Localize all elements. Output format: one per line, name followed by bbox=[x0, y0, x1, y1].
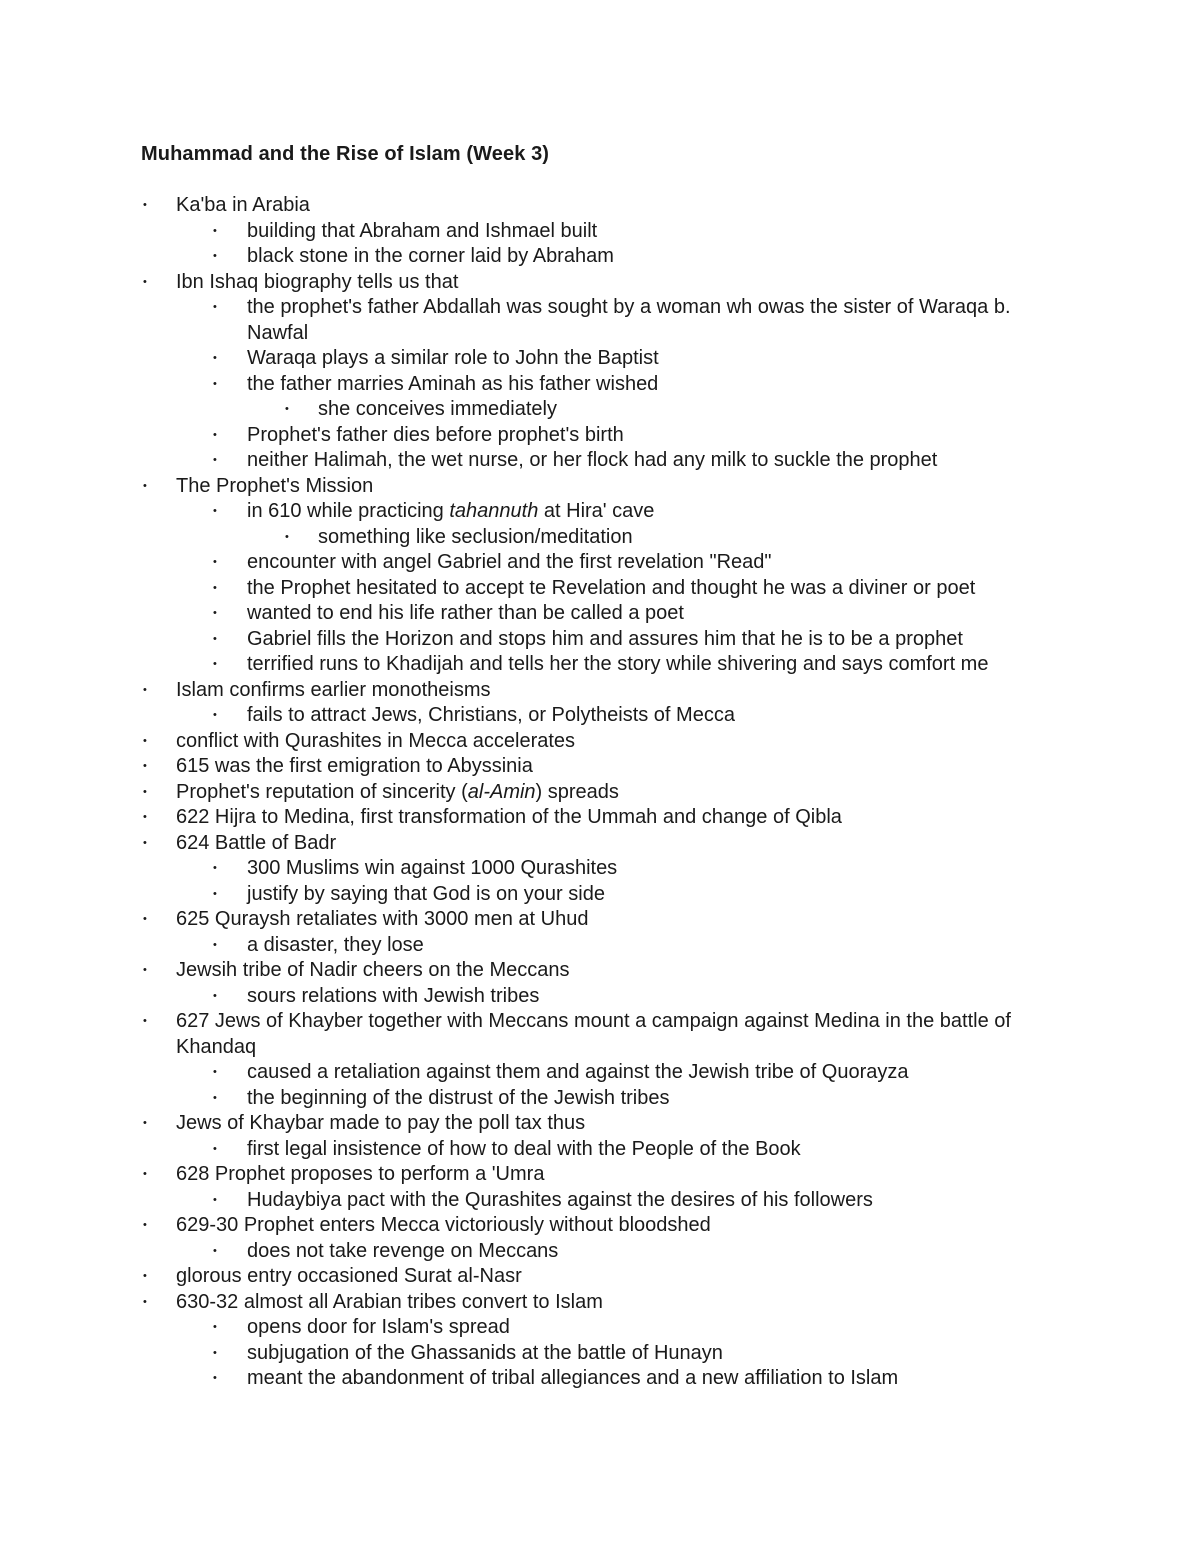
bullet-icon: • bbox=[213, 658, 217, 670]
outline-item-level-2 bbox=[0, 295, 1200, 346]
outline-item-level-2 bbox=[0, 882, 1200, 908]
outline-item-text: 625 Quraysh retaliates with 3000 men at Uhud bbox=[176, 908, 589, 930]
bullet-icon: • bbox=[213, 377, 217, 390]
outline-item-level-2 bbox=[0, 627, 1200, 653]
bullet-icon: • bbox=[143, 760, 147, 772]
outline-item-level-1 bbox=[0, 193, 1200, 219]
bullet-icon: • bbox=[213, 632, 217, 645]
bullet-icon: • bbox=[143, 811, 147, 823]
outline-item-text: conflict with Qurashites in Mecca accelerates bbox=[176, 729, 576, 752]
bullet-icon: • bbox=[213, 301, 217, 313]
outline-item-level-2 bbox=[0, 1315, 1200, 1341]
outline-item-level-1 bbox=[0, 1213, 1200, 1239]
outline-item-level-2 bbox=[0, 1188, 1200, 1214]
outline-item-text: 629-30 Prophet enters Mecca victoriously without bloodshed bbox=[176, 1214, 711, 1236]
outline-item-text: fails to attract Jews, Christians, or Polytheists of Mecca bbox=[247, 704, 735, 726]
italic-term: tahannuth bbox=[449, 500, 539, 522]
outline-item-text bbox=[176, 780, 1056, 806]
outline-item-level-1 bbox=[0, 958, 1200, 984]
outline-item-level-2 bbox=[0, 1086, 1200, 1112]
outline-item-level-1 bbox=[0, 270, 1200, 296]
bullet-icon: • bbox=[143, 785, 147, 798]
bullet-icon: • bbox=[213, 428, 217, 441]
bullet-icon: • bbox=[213, 607, 217, 619]
outline-item-text: Jews of Khaybar made to pay the poll tax thus bbox=[176, 1112, 586, 1134]
outline-item-text: 624 Battle of Badr bbox=[176, 831, 337, 854]
outline-item-text: terrified runs to Khadijah and tells her the story while shivering and says comfort me bbox=[247, 653, 989, 675]
bullet-icon: • bbox=[213, 581, 217, 594]
bullet-icon: • bbox=[213, 709, 217, 721]
outline-item-level-2 bbox=[0, 1060, 1200, 1086]
outline-item-text: Ibn Ishaq biography tells us that bbox=[176, 270, 459, 293]
outline-item-level-1 bbox=[0, 805, 1200, 831]
bullet-icon: • bbox=[213, 454, 217, 466]
outline-item-text: black stone in the corner laid by Abraham bbox=[247, 245, 614, 267]
bullet-icon: • bbox=[143, 1015, 147, 1027]
outline-item-level-1 bbox=[0, 1264, 1200, 1290]
bullet-icon: • bbox=[213, 1346, 217, 1359]
outline-item-level-2 bbox=[0, 933, 1200, 959]
outline-item-text: The Prophet's Mission bbox=[176, 474, 374, 497]
outline-item-text: something like seclusion/meditation bbox=[318, 525, 633, 548]
outline-item-level-2 bbox=[0, 1239, 1200, 1265]
outline-item-text: she conceives immediately bbox=[318, 398, 557, 420]
bullet-icon: • bbox=[143, 964, 147, 976]
bullet-icon: • bbox=[143, 836, 147, 849]
outline-item-text: the Prophet hesitated to accept te Revelation and thought he was a diviner or poet bbox=[247, 576, 976, 599]
bullet-icon: • bbox=[213, 250, 217, 262]
bullet-icon: • bbox=[143, 1168, 147, 1180]
outline-item-level-2 bbox=[0, 423, 1200, 449]
text-segment: Prophet's reputation of sincerity ( bbox=[176, 780, 468, 803]
outline-item-level-2 bbox=[0, 601, 1200, 627]
bullet-icon: • bbox=[213, 1321, 217, 1333]
outline-item-level-2 bbox=[0, 499, 1200, 525]
outline-item-level-3 bbox=[0, 525, 1200, 551]
outline-item-level-1 bbox=[0, 474, 1200, 500]
bullet-icon: • bbox=[213, 556, 217, 568]
bullet-icon: • bbox=[143, 199, 147, 211]
outline-item-text: Prophet's father dies before prophet's birth bbox=[247, 423, 624, 446]
outline-item-level-1 bbox=[0, 831, 1200, 857]
bullet-icon: • bbox=[143, 1295, 147, 1308]
outline-item-text bbox=[247, 499, 1057, 525]
bullet-icon: • bbox=[213, 1066, 217, 1078]
page-title: Muhammad and the Rise of Islam (Week 3) bbox=[141, 143, 550, 165]
text-segment: at Hira' cave bbox=[538, 500, 655, 522]
bullet-icon: • bbox=[213, 1244, 217, 1257]
outline-item-level-2 bbox=[0, 652, 1200, 678]
bullet-icon: • bbox=[213, 989, 217, 1002]
outline-item-text: 300 Muslims win against 1000 Qurashites bbox=[247, 857, 618, 879]
outline-item-level-2 bbox=[0, 1341, 1200, 1367]
outline-item-text: 630-32 almost all Arabian tribes convert to Islam bbox=[176, 1290, 603, 1313]
bullet-icon: • bbox=[285, 530, 289, 543]
outline-item-text: opens door for Islam's spread bbox=[247, 1316, 510, 1338]
bullet-icon: • bbox=[285, 403, 289, 415]
bullet-icon: • bbox=[213, 352, 217, 364]
outline-item-level-1 bbox=[0, 678, 1200, 704]
outline-item-text: neither Halimah, the wet nurse, or her flock had any milk to suckle the prophet bbox=[247, 449, 938, 471]
bullet-icon: • bbox=[143, 683, 147, 696]
italic-term: al-Amin bbox=[467, 780, 536, 803]
outline-item-text: wanted to end his life rather than be called a poet bbox=[247, 602, 684, 624]
bullet-icon: • bbox=[213, 938, 217, 951]
outline-item-level-2 bbox=[0, 856, 1200, 882]
outline-item-text: 627 Jews of Khayber together with Meccans mount a campaign against Medina in the battle of Khandaq bbox=[176, 1010, 1011, 1058]
outline-item-text: Gabriel fills the Horizon and stops him and assures him that he is to be a prophet bbox=[247, 627, 963, 650]
bullet-icon: • bbox=[213, 1091, 217, 1104]
outline-item-level-1 bbox=[0, 1009, 1200, 1060]
bullet-icon: • bbox=[143, 1117, 147, 1129]
bullet-icon: • bbox=[213, 505, 217, 517]
outline-item-text: Jewsih tribe of Nadir cheers on the Meccans bbox=[176, 959, 570, 981]
outline-item-level-2 bbox=[0, 576, 1200, 602]
bullet-icon: • bbox=[143, 1270, 147, 1282]
bullet-icon: • bbox=[213, 1372, 217, 1384]
outline-item-level-1 bbox=[0, 780, 1200, 806]
outline-item-level-1 bbox=[0, 754, 1200, 780]
outline-item-level-2 bbox=[0, 703, 1200, 729]
outline-item-level-1 bbox=[0, 907, 1200, 933]
outline-item-level-2 bbox=[0, 448, 1200, 474]
outline-item-text: 628 Prophet proposes to perform a 'Umra bbox=[176, 1163, 545, 1185]
outline-item-text: the father marries Aminah as his father wished bbox=[247, 372, 659, 395]
outline-item-level-1 bbox=[0, 729, 1200, 755]
bullet-icon: • bbox=[213, 1142, 217, 1155]
outline-item-level-1 bbox=[0, 1290, 1200, 1316]
outline-item-level-2 bbox=[0, 244, 1200, 270]
outline-item-text: first legal insistence of how to deal with the People of the Book bbox=[247, 1137, 801, 1160]
outline-item-text: the beginning of the distrust of the Jewish tribes bbox=[247, 1086, 670, 1109]
outline-item-text: sours relations with Jewish tribes bbox=[247, 984, 540, 1007]
text-segment: in 610 while practicing bbox=[247, 500, 450, 522]
outline-item-text: 615 was the first emigration to Abyssinia bbox=[176, 755, 533, 777]
outline-item-text: 622 Hijra to Medina, first transformation of the Ummah and change of Qibla bbox=[176, 806, 842, 828]
outline-item-text: meant the abandonment of tribal allegiances and a new affiliation to Islam bbox=[247, 1367, 899, 1389]
outline-item-level-1 bbox=[0, 1162, 1200, 1188]
bullet-icon: • bbox=[213, 224, 217, 237]
outline-item-text: the prophet's father Abdallah was sought by a woman wh owas the sister of Waraqa b. Nawfal bbox=[247, 296, 1011, 344]
bullet-icon: • bbox=[213, 1193, 217, 1206]
bullet-icon: • bbox=[143, 479, 147, 492]
outline-item-text: justify by saying that God is on your side bbox=[247, 882, 605, 905]
bullet-icon: • bbox=[143, 1219, 147, 1231]
outline-item-level-2 bbox=[0, 219, 1200, 245]
outline-item-text: Hudaybiya pact with the Qurashites against the desires of his followers bbox=[247, 1188, 873, 1211]
bullet-outline bbox=[0, 193, 1200, 1392]
outline-item-level-2 bbox=[0, 1137, 1200, 1163]
bullet-icon: • bbox=[143, 275, 147, 288]
outline-item-text: encounter with angel Gabriel and the first revelation "Read" bbox=[247, 551, 772, 573]
outline-item-text: glorous entry occasioned Surat al-Nasr bbox=[176, 1265, 522, 1287]
outline-item-level-3 bbox=[0, 397, 1200, 423]
outline-item-level-2 bbox=[0, 372, 1200, 398]
outline-item-level-2 bbox=[0, 984, 1200, 1010]
text-segment: ) spreads bbox=[535, 780, 619, 803]
outline-item-level-1 bbox=[0, 1111, 1200, 1137]
bullet-icon: • bbox=[143, 734, 147, 747]
outline-item-text: caused a retaliation against them and against the Jewish tribe of Quorayza bbox=[247, 1061, 909, 1083]
outline-item-text: does not take revenge on Meccans bbox=[247, 1239, 559, 1262]
outline-item-text: building that Abraham and Ishmael built bbox=[247, 219, 598, 242]
outline-item-level-2 bbox=[0, 346, 1200, 372]
outline-item-text: Waraqa plays a similar role to John the Baptist bbox=[247, 347, 659, 369]
outline-item-level-2 bbox=[0, 550, 1200, 576]
bullet-icon: • bbox=[213, 887, 217, 900]
outline-item-text: Islam confirms earlier monotheisms bbox=[176, 678, 491, 701]
outline-item-level-2 bbox=[0, 1366, 1200, 1392]
outline-item-text: a disaster, they lose bbox=[247, 933, 424, 956]
outline-item-text: Ka'ba in Arabia bbox=[176, 194, 310, 216]
bullet-icon: • bbox=[143, 913, 147, 925]
bullet-icon: • bbox=[213, 862, 217, 874]
outline-item-text: subjugation of the Ghassanids at the battle of Hunayn bbox=[247, 1341, 723, 1364]
